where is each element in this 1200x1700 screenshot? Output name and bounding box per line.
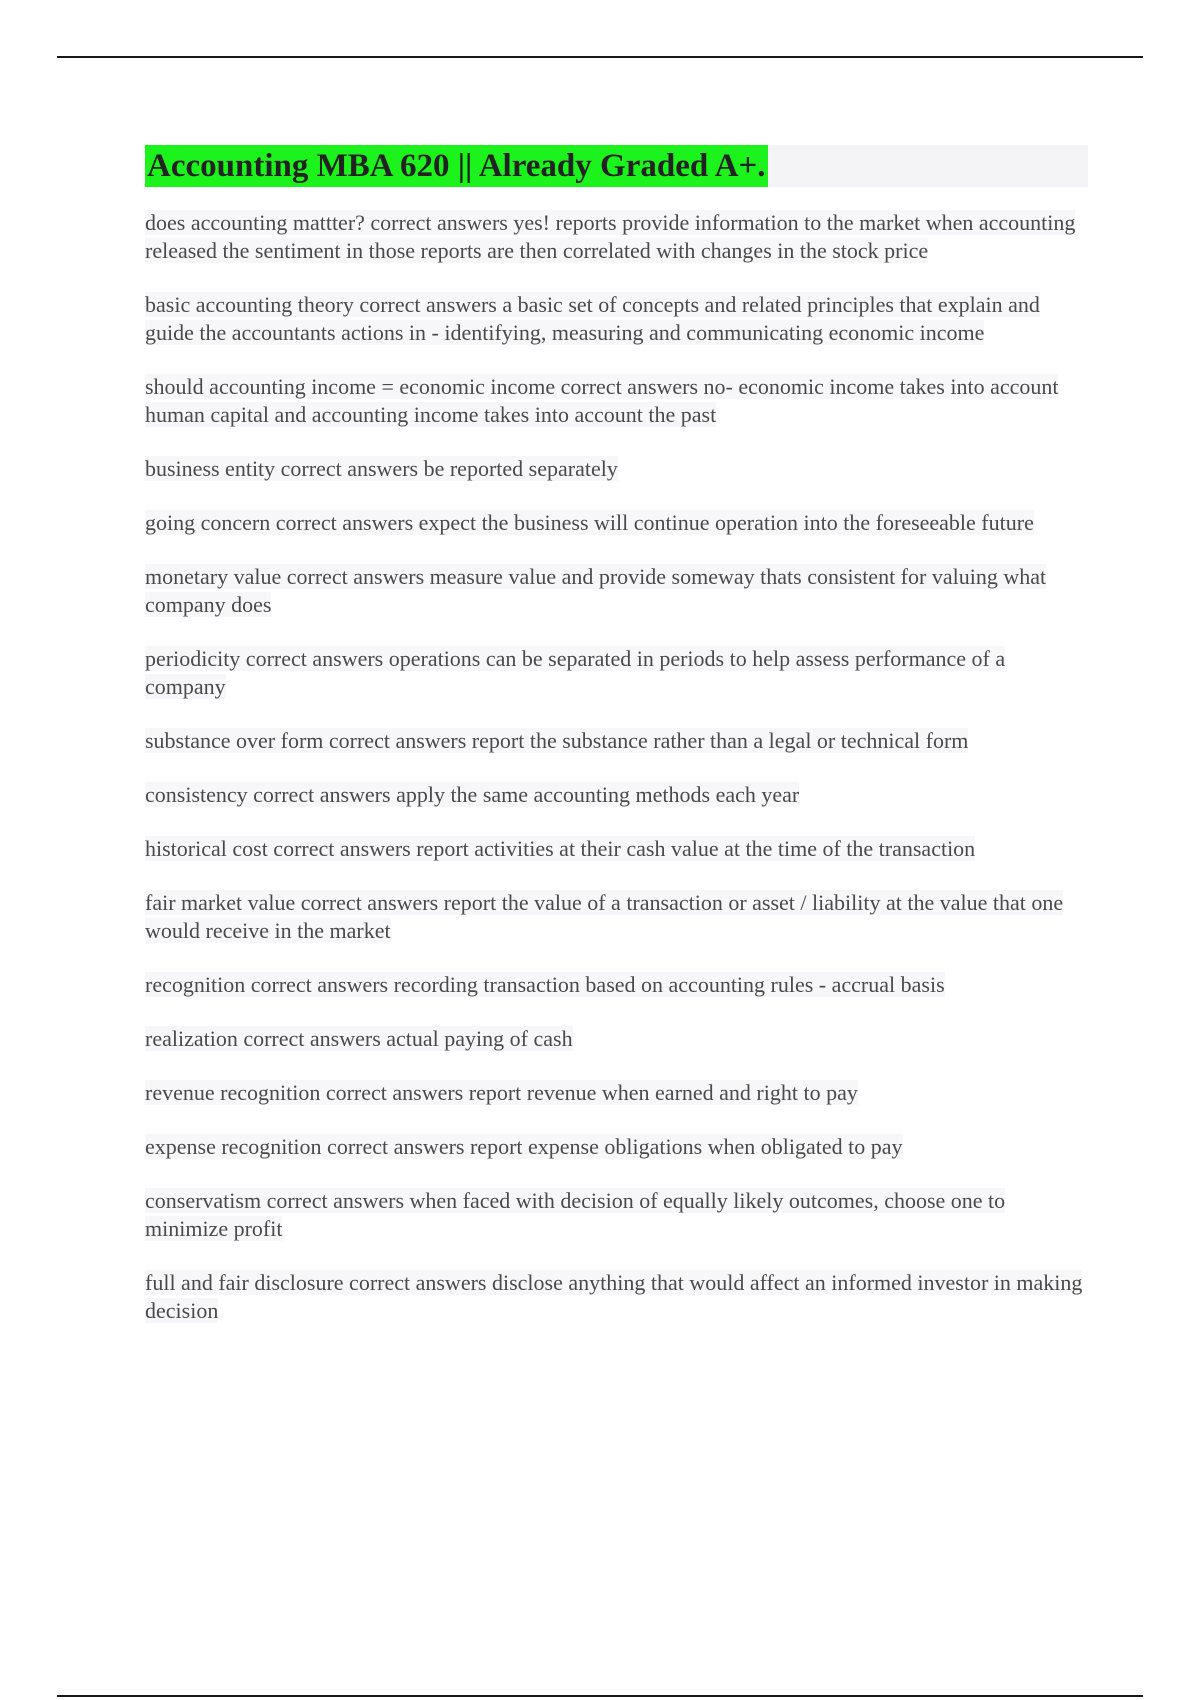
entry-text: substance over form correct answers report the substance rather than a legal or technical form — [145, 728, 969, 753]
entry-text: realization correct answers actual paying of cash — [145, 1026, 573, 1051]
entry-text: does accounting mattter? correct answers yes! reports provide information to the market when accounting released the sentiment in those reports are then correlated with changes in the stock price — [145, 210, 1076, 263]
entry-text: basic accounting theory correct answers a basic set of concepts and related principles that explain and guide the accountants actions in - identifying, measuring and communicating economic income — [145, 292, 1040, 345]
entry-8 — [145, 727, 1088, 755]
entry-4 — [145, 455, 1088, 483]
entry-2 — [145, 291, 1088, 347]
entry-16 — [145, 1187, 1088, 1243]
entry-1 — [145, 209, 1088, 265]
top-rule — [57, 56, 1143, 58]
entry-15 — [145, 1133, 1088, 1161]
document-body — [145, 145, 1088, 1351]
entry-text: recognition correct answers recording transaction based on accounting rules - accrual basis — [145, 972, 945, 997]
entry-11 — [145, 889, 1088, 945]
entry-3 — [145, 373, 1088, 429]
entry-10 — [145, 835, 1088, 863]
entry-14 — [145, 1079, 1088, 1107]
entry-text: full and fair disclosure correct answers disclose anything that would affect an informed investor in making decision — [145, 1270, 1083, 1323]
entry-9 — [145, 781, 1088, 809]
bottom-rule — [57, 1695, 1143, 1697]
entry-text: monetary value correct answers measure value and provide someway thats consistent for valuing what company does — [145, 564, 1047, 617]
entry-text: conservatism correct answers when faced with decision of equally likely outcomes, choose one to minimize profit — [145, 1188, 1006, 1241]
entry-text: business entity correct answers be reported separately — [145, 456, 618, 481]
entry-text: expense recognition correct answers report expense obligations when obligated to pay — [145, 1134, 903, 1159]
document-title: Accounting MBA 620 || Already Graded A+. — [145, 145, 768, 187]
entry-17 — [145, 1269, 1088, 1325]
entry-5 — [145, 509, 1088, 537]
entry-text: revenue recognition correct answers report revenue when earned and right to pay — [145, 1080, 858, 1105]
entry-text: periodicity correct answers operations can be separated in periods to help assess performance of a company — [145, 646, 1006, 699]
entry-text: consistency correct answers apply the same accounting methods each year — [145, 782, 800, 807]
title-bar — [145, 145, 1088, 187]
entry-text: fair market value correct answers report the value of a transaction or asset / liability at the value that one would receive in the market — [145, 890, 1064, 943]
entry-text: going concern correct answers expect the business will continue operation into the foreseeable future — [145, 510, 1034, 535]
entry-text: historical cost correct answers report activities at their cash value at the time of the transaction — [145, 836, 976, 861]
entry-13 — [145, 1025, 1088, 1053]
entry-7 — [145, 645, 1088, 701]
entry-text: should accounting income = economic income correct answers no- economic income takes into account human capital and accounting income takes into account the past — [145, 374, 1059, 427]
entry-6 — [145, 563, 1088, 619]
entry-12 — [145, 971, 1088, 999]
